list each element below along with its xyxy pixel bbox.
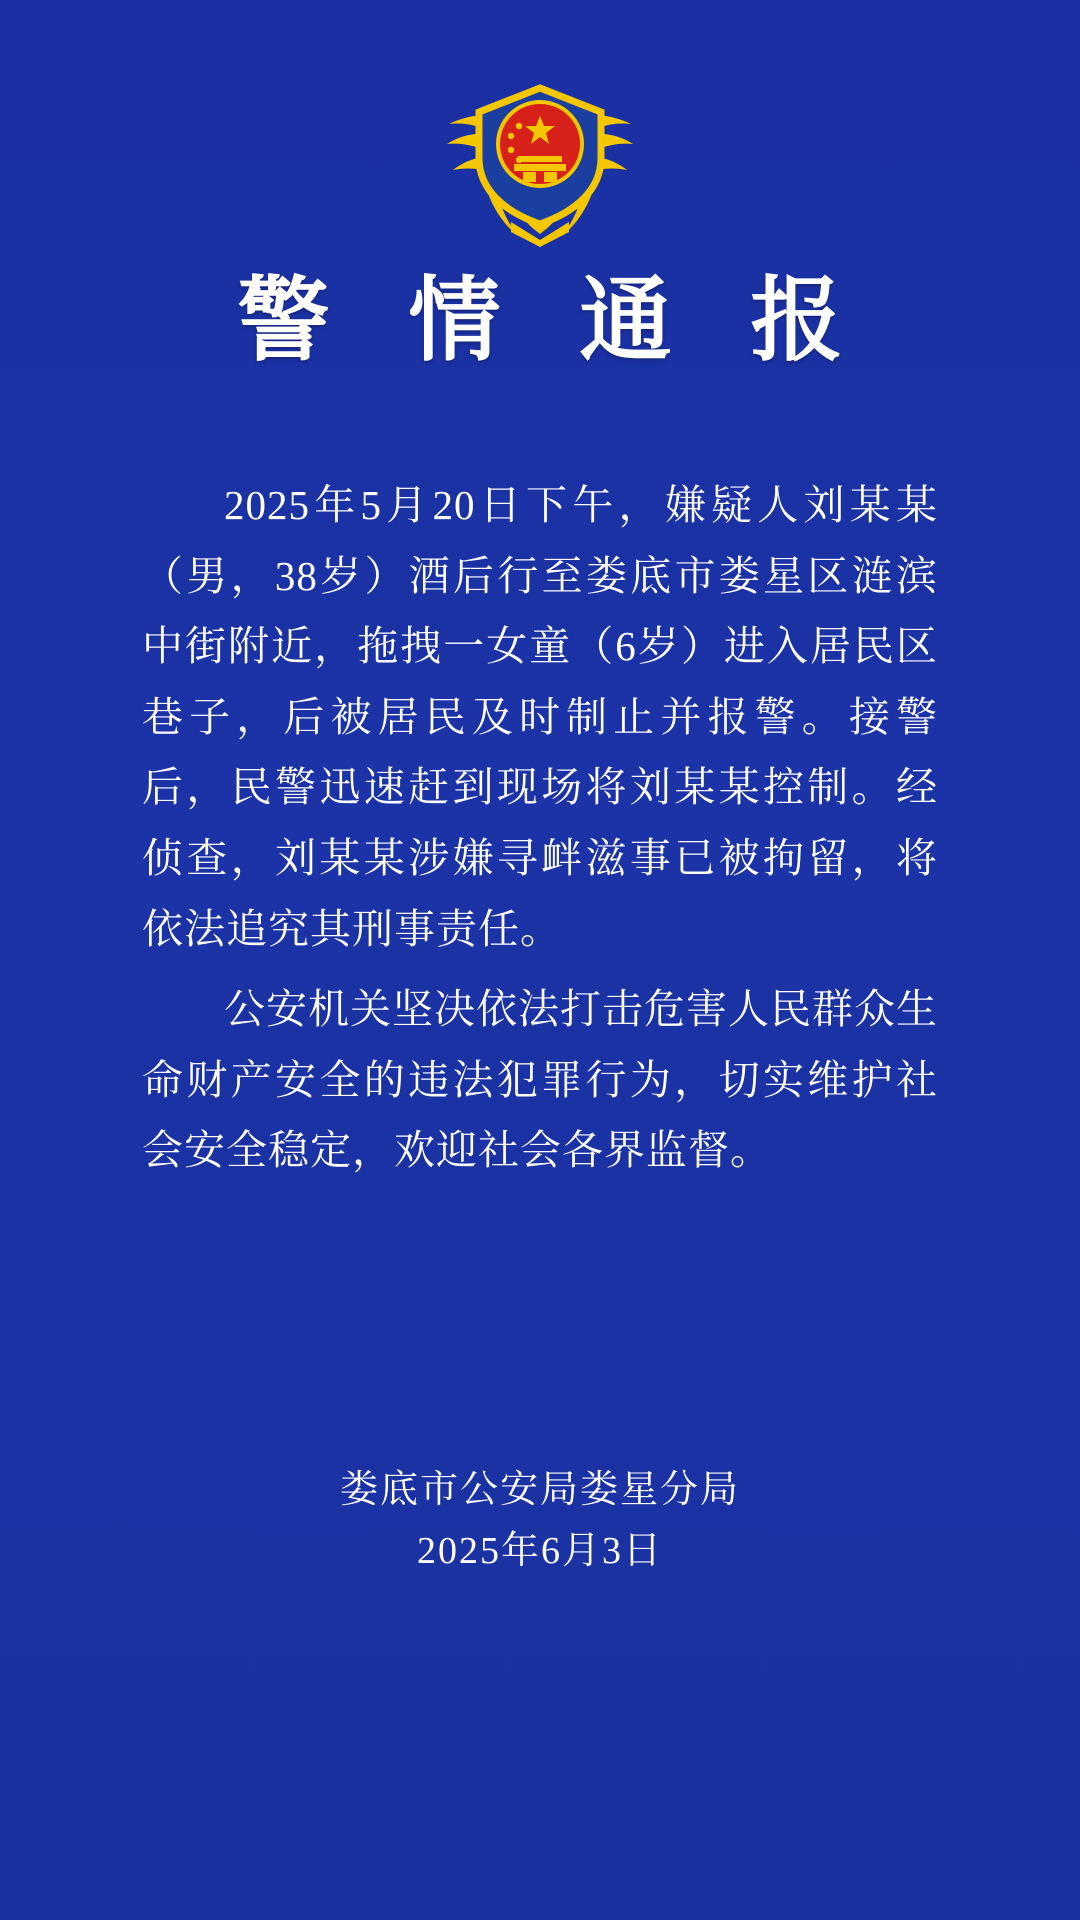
signature-date: 2025年6月3日 [416, 1530, 663, 1573]
signature-block [142, 1460, 938, 1583]
signature-issuer: 娄底市公安局娄星分局 [339, 1468, 740, 1511]
page-title: 警 情 通 报 [237, 270, 871, 372]
notice-body [142, 470, 938, 1195]
notice-paragraph-2: 公安机关坚决依法打击危害人民群众生命财产安全的违法犯罪行为，切实维护社会安全稳定，欢迎社会各界监督。 [142, 986, 938, 1174]
notice-paragraph-1: 2025年5月20日下午，嫌疑人刘某某（男，38岁）酒后行至娄底市娄星区涟滨中街附近，拖拽一女童（6岁）进入居民区巷子，后被居民及时制止并报警。接警后，民警迅速赶到现场将刘某某控制。经侦查，刘某某涉嫌寻衅滋事已被拘留，将依法追究其刑事责任。 [142, 482, 938, 952]
police-badge-icon [415, 72, 665, 247]
